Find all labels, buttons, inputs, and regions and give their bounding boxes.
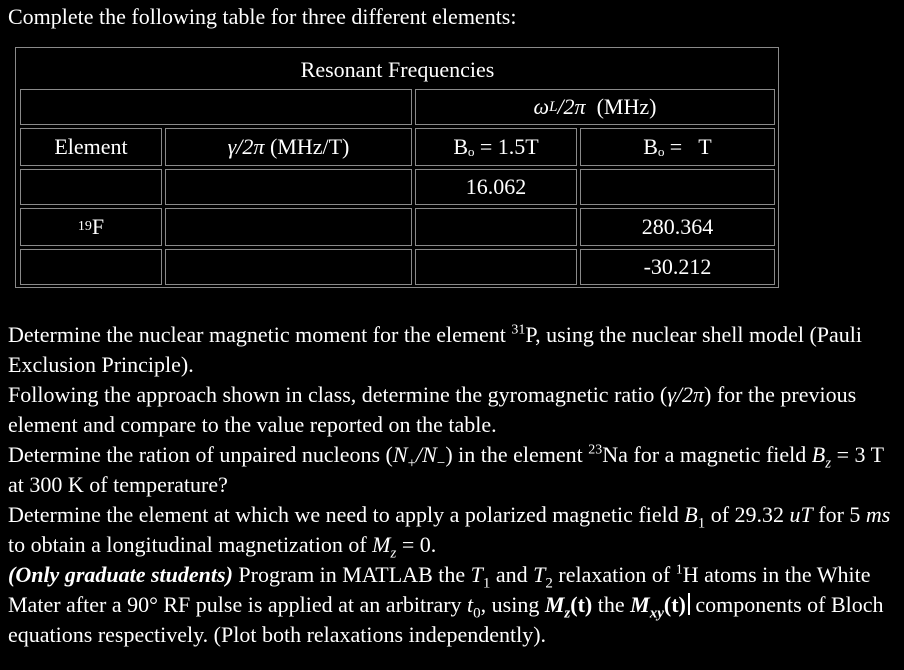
q5-t2-sub: 2 (545, 575, 553, 592)
row1-gamma-cell[interactable] (165, 169, 412, 205)
q4-ut: uT (789, 502, 813, 527)
q3-slash: / (416, 442, 423, 467)
q3-text-d: = 3 T at 300 K of temperature? (8, 442, 884, 497)
q4-text-a: Determine the element at which we need to apply a polarized magnetic field (8, 502, 685, 527)
question-2 (8, 380, 898, 440)
q3-text-c: Na for a magnetic field (602, 442, 812, 467)
gamma-unit: (MHz/T) (269, 134, 350, 159)
q3-n-minus: N (422, 442, 437, 467)
row1-b2-cell[interactable] (580, 169, 775, 205)
q5-and: and (490, 562, 534, 587)
q3-mass-number: 23 (588, 442, 603, 458)
row2-gamma-cell[interactable] (165, 208, 412, 246)
q5-t1: T (470, 562, 483, 587)
q5-t0-sub: 0 (473, 605, 481, 622)
mhz-unit: (MHz) (596, 94, 657, 119)
row3-b2-cell: -30.212 (580, 249, 775, 285)
q4-text-c: for 5 (812, 502, 866, 527)
q3-text-b: ) in the element (445, 442, 589, 467)
q5-text-b: relaxation of (552, 562, 676, 587)
q5-mz-sub: z (564, 605, 571, 622)
empty-header-cell (20, 89, 412, 125)
row1-element-cell[interactable] (20, 169, 162, 205)
instruction-title: Complete the following table for three different elements: (8, 4, 517, 29)
q5-text-e: the (592, 592, 631, 617)
q5-t2: T (533, 562, 546, 587)
q4-b1: B (684, 502, 698, 527)
row3-gamma-cell[interactable] (165, 249, 412, 285)
q3-b-sub: z (825, 455, 832, 472)
q5-mxy: M (630, 592, 650, 617)
q1-mass-number: 31 (511, 322, 526, 338)
q2-text-a: Following the approach shown in class, determine the gyromagnetic ratio ( (8, 382, 668, 407)
row1-b1-cell: 16.062 (415, 169, 577, 205)
q5-t0: t (467, 592, 474, 617)
q5-text-c: H atoms in the White Mater after a 90° RF pulse is applied at an arbitrary (8, 562, 871, 617)
fluorine-symbol: F (91, 214, 105, 239)
omega-divisor: /2π (557, 94, 586, 119)
questions-block (8, 320, 898, 650)
question-5 (8, 560, 898, 650)
q4-mz-sub: z (390, 545, 397, 562)
q4-text-e: = 0. (396, 532, 437, 557)
q2-text-b: ) for the previous element and compare to the value reported on the table. (8, 382, 857, 437)
column-header-gamma (165, 128, 412, 166)
q5-text-a: Program in MATLAB the (232, 562, 471, 587)
q1-text-b: P, using the nuclear shell model (Pauli Exclusion Principle). (8, 322, 863, 377)
row2-element-cell: 19 F (20, 208, 162, 246)
q5-graduate-label: (Only graduate students) (8, 562, 233, 587)
row3-element-cell[interactable] (20, 249, 162, 285)
question-1 (8, 320, 898, 380)
group-header-resonant-frequencies: Resonant Frequencies (300, 57, 495, 82)
larmor-frequency-header: ω L /2π (MHz) (415, 89, 775, 125)
question-3 (8, 440, 898, 500)
column-header-element: Element (20, 128, 162, 166)
q5-mz: M (544, 592, 565, 617)
q4-ms: ms (865, 502, 891, 527)
question-4 (8, 500, 898, 560)
column-header-b-1-5t: Bₒ = 1.5T (415, 128, 577, 166)
q3-n-plus: N (392, 442, 408, 467)
q5-mxy-sub: xy (649, 605, 664, 622)
q3-b: B (811, 442, 826, 467)
q5-hydrogen-mass: 1 (675, 562, 683, 578)
q5-mz-arg: (t) (570, 592, 593, 617)
q5-mxy-arg: (t) (663, 592, 686, 617)
column-header-b-blank: Bₒ = T (580, 128, 775, 166)
q4-text-b: of 29.32 (705, 502, 790, 527)
q5-text-f: components of Bloch equations respectively. (Plot both relaxations independently). (8, 592, 884, 647)
omega-symbol: ω (533, 94, 550, 119)
gamma-symbol: γ/2π (227, 134, 265, 159)
row3-b1-cell[interactable] (415, 249, 577, 285)
q3-plus-sub: + (407, 455, 417, 472)
row2-b1-cell[interactable] (415, 208, 577, 246)
q3-minus-sub: − (436, 455, 446, 472)
q4-mz: M (372, 532, 391, 557)
row2-b2-cell: 280.364 (580, 208, 775, 246)
q3-text-a: Determine the ration of unpaired nucleons ( (8, 442, 393, 467)
q4-b1-sub: 1 (697, 515, 706, 532)
q1-text-a: Determine the nuclear magnetic moment for the element (8, 322, 512, 347)
q2-gamma: γ/2π (667, 382, 705, 407)
q4-text-d: to obtain a longitudinal magnetization of (8, 532, 373, 557)
q5-t1-sub: 1 (482, 575, 491, 592)
q5-text-d: , using (480, 592, 545, 617)
